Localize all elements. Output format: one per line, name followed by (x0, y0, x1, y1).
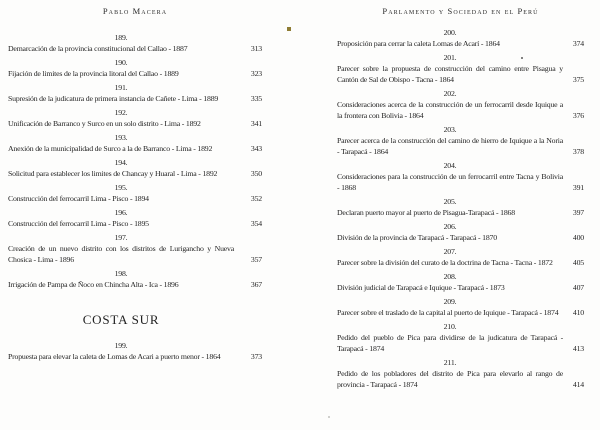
entry-row (337, 99, 584, 121)
entry-page-number: 378 (572, 147, 584, 156)
toc-entry (8, 132, 262, 154)
entry-row (8, 351, 262, 362)
entry-title: Demarcación de la provincia constitucional del Callao - 1887 (8, 44, 188, 53)
entry-row (337, 38, 584, 49)
entry-row (337, 282, 584, 293)
entry-page-number: 343 (250, 144, 262, 153)
entry-row (337, 207, 584, 218)
toc-entry (337, 221, 584, 243)
entry-number: 190. (114, 58, 128, 67)
entry-number: 196. (114, 208, 128, 217)
toc-entry (8, 207, 262, 229)
entry-title: Consideraciones para la construcción de un ferrocarril entre Tacna y Bolivia - 1868 (337, 172, 563, 192)
entry-number: 189. (114, 33, 128, 42)
section-heading: COSTA SUR (82, 312, 160, 327)
toc-entry (337, 52, 584, 85)
entry-number: 201. (443, 53, 457, 62)
entry-title: Fijación de limites de la provincia litoral del Callao - 1889 (8, 69, 179, 78)
entry-title: Irrigación de Pampa de Ñoco en Chincha Alta - Ica - 1896 (8, 280, 179, 289)
entry-number: 198. (114, 269, 128, 278)
entry-row (8, 279, 262, 290)
toc-entry (337, 271, 584, 293)
entry-title: Construcción del ferrocarril Lima - Pisco - 1895 (8, 219, 149, 228)
entry-number: 194. (114, 158, 128, 167)
entry-page-number: 341 (250, 119, 262, 128)
entry-row (8, 68, 262, 79)
scan-speck (328, 416, 330, 418)
entry-number: 191. (114, 83, 128, 92)
entry-page-number: 405 (572, 258, 584, 267)
entry-number: 205. (443, 197, 457, 206)
entry-title: Supresión de la judicatura de primera instancia de Cañete - Lima - 1889 (8, 94, 219, 103)
entry-page-number: 350 (250, 169, 262, 178)
entry-row (337, 257, 584, 268)
entry-row (8, 118, 262, 129)
entry-page-number: 367 (250, 280, 262, 289)
entry-number: 207. (443, 247, 457, 256)
entry-title: Declaran puerto mayor al puerto de Pisagua-Tarapacá - 1868 (337, 208, 515, 217)
toc-entry (337, 296, 584, 318)
entry-row (8, 93, 262, 104)
entry-row (337, 171, 584, 193)
entry-title: Parecer sobre la división del curato de la doctrina de Tacna - Tacna - 1872 (337, 258, 553, 267)
entry-page-number: 407 (572, 283, 584, 292)
entry-row (337, 307, 584, 318)
toc-entry (8, 182, 262, 204)
entry-title: Unificación de Barranco y Surco en un solo distrito - Lima - 1892 (8, 119, 201, 128)
page-right (337, 6, 584, 393)
entry-page-number: 357 (250, 255, 262, 264)
entry-number: 203. (443, 125, 457, 134)
entry-title: Proposición para cerrar la caleta Lomas de Acarí - 1864 (337, 39, 500, 48)
entry-page-number: 352 (250, 194, 262, 203)
entry-row (337, 332, 584, 354)
entry-title: Anexión de la municipalidad de Surco a la de Barranco - Lima - 1892 (8, 144, 213, 153)
entry-number: 211. (443, 358, 457, 367)
entry-row (337, 232, 584, 243)
toc-entry (337, 196, 584, 218)
entry-title: Parecer acerca de la construcción del camino de hierro de Iquique a la Noria - Tarapacá - 1864 (337, 136, 563, 156)
toc-entry (8, 107, 262, 129)
entry-number: 208. (443, 272, 457, 281)
entry-page-number: 323 (250, 69, 262, 78)
entry-title: Creación de un nuevo distrito con los distritos de Lurigancho y Nueva Chosica - Lima - 1896 (8, 244, 234, 264)
entry-number: 204. (443, 161, 457, 170)
entry-row (8, 243, 262, 265)
toc-entry (337, 27, 584, 49)
entry-row (8, 193, 262, 204)
toc-entry (337, 160, 584, 193)
entry-page-number: 400 (572, 233, 584, 242)
entry-number: 206. (443, 222, 457, 231)
entry-title: Consideraciones acerca de la construcción de un ferrocarril desde Iquique a la frontera con Bolivia - 1864 (337, 100, 563, 120)
running-head-right: Parlamento y Sociedad en el Perú (382, 6, 539, 16)
entry-row (8, 218, 262, 229)
toc-entry (8, 232, 262, 265)
toc-entry (8, 57, 262, 79)
page-body-left (8, 32, 262, 362)
entry-page-number: 375 (572, 75, 584, 84)
entry-title: División judicial de Tarapacá e Iquique - Tarapacá - 1873 (337, 283, 505, 292)
entry-page-number: 313 (250, 44, 262, 53)
entry-title: Pedido del pueblo de Pica para dividirse de la judicatura de Tarapacá - Tarapacá - 1874 (337, 333, 563, 353)
entry-page-number: 354 (250, 219, 262, 228)
toc-entry (337, 321, 584, 354)
entry-page-number: 373 (250, 352, 262, 361)
toc-entry (337, 357, 584, 390)
entry-page-number: 335 (250, 94, 262, 103)
entry-row (8, 168, 262, 179)
entry-row (8, 143, 262, 154)
toc-entry (8, 157, 262, 179)
toc-entry (337, 246, 584, 268)
entry-number: 195. (114, 183, 128, 192)
running-head-left: Pablo Macera (102, 6, 168, 16)
entry-page-number: 413 (572, 344, 584, 353)
toc-entry (8, 82, 262, 104)
entry-page-number: 410 (572, 308, 584, 317)
entry-number: 200. (443, 28, 457, 37)
entry-title: Solicitud para establecer los limites de Chancay y Huaral - Lima - 1892 (8, 169, 218, 178)
scan-speck (287, 27, 291, 31)
entry-number: 210. (443, 322, 457, 331)
entry-number: 193. (114, 133, 128, 142)
page-body-right (337, 27, 584, 390)
entry-number: 209. (443, 297, 457, 306)
toc-entry (8, 32, 262, 54)
page-left (8, 6, 262, 365)
entry-number: 197. (114, 233, 128, 242)
entry-page-number: 397 (572, 208, 584, 217)
entry-number: 192. (114, 108, 128, 117)
entry-page-number: 414 (572, 380, 584, 389)
entry-page-number: 374 (572, 39, 584, 48)
toc-entry (8, 340, 262, 362)
entry-title: Construcción del ferrocarril Lima - Pisco - 1894 (8, 194, 149, 203)
entry-row (8, 43, 262, 54)
entry-title: División de la provincia de Tarapacá - Tarapacá - 1870 (337, 233, 497, 242)
entry-number: 199. (114, 341, 128, 350)
entry-title: Parecer sobre el traslado de la capital al puerto de Iquique - Tarapacá - 1874 (337, 308, 559, 317)
toc-entry (337, 88, 584, 121)
entry-row (337, 63, 584, 85)
entry-title: Pedido de los pobladores del distrito de Pica para elevarlo al rango de provincia - Tarapacá - 1874 (337, 369, 563, 389)
entry-number: 202. (443, 89, 457, 98)
toc-entry (8, 268, 262, 290)
entry-page-number: 376 (572, 111, 584, 120)
entry-row (337, 135, 584, 157)
entry-page-number: 391 (572, 183, 584, 192)
entry-row (337, 368, 584, 390)
entry-title: Parecer sobre la propuesta de construcción del camino entre Pisagua y Cantón de Sal de Obispo - Tacna - 1864 (337, 64, 563, 84)
scan-speck (521, 57, 523, 59)
entry-title: Propuesta para elevar la caleta de Lomas de Acari a puerto menor - 1864 (8, 352, 221, 361)
toc-entry (337, 124, 584, 157)
